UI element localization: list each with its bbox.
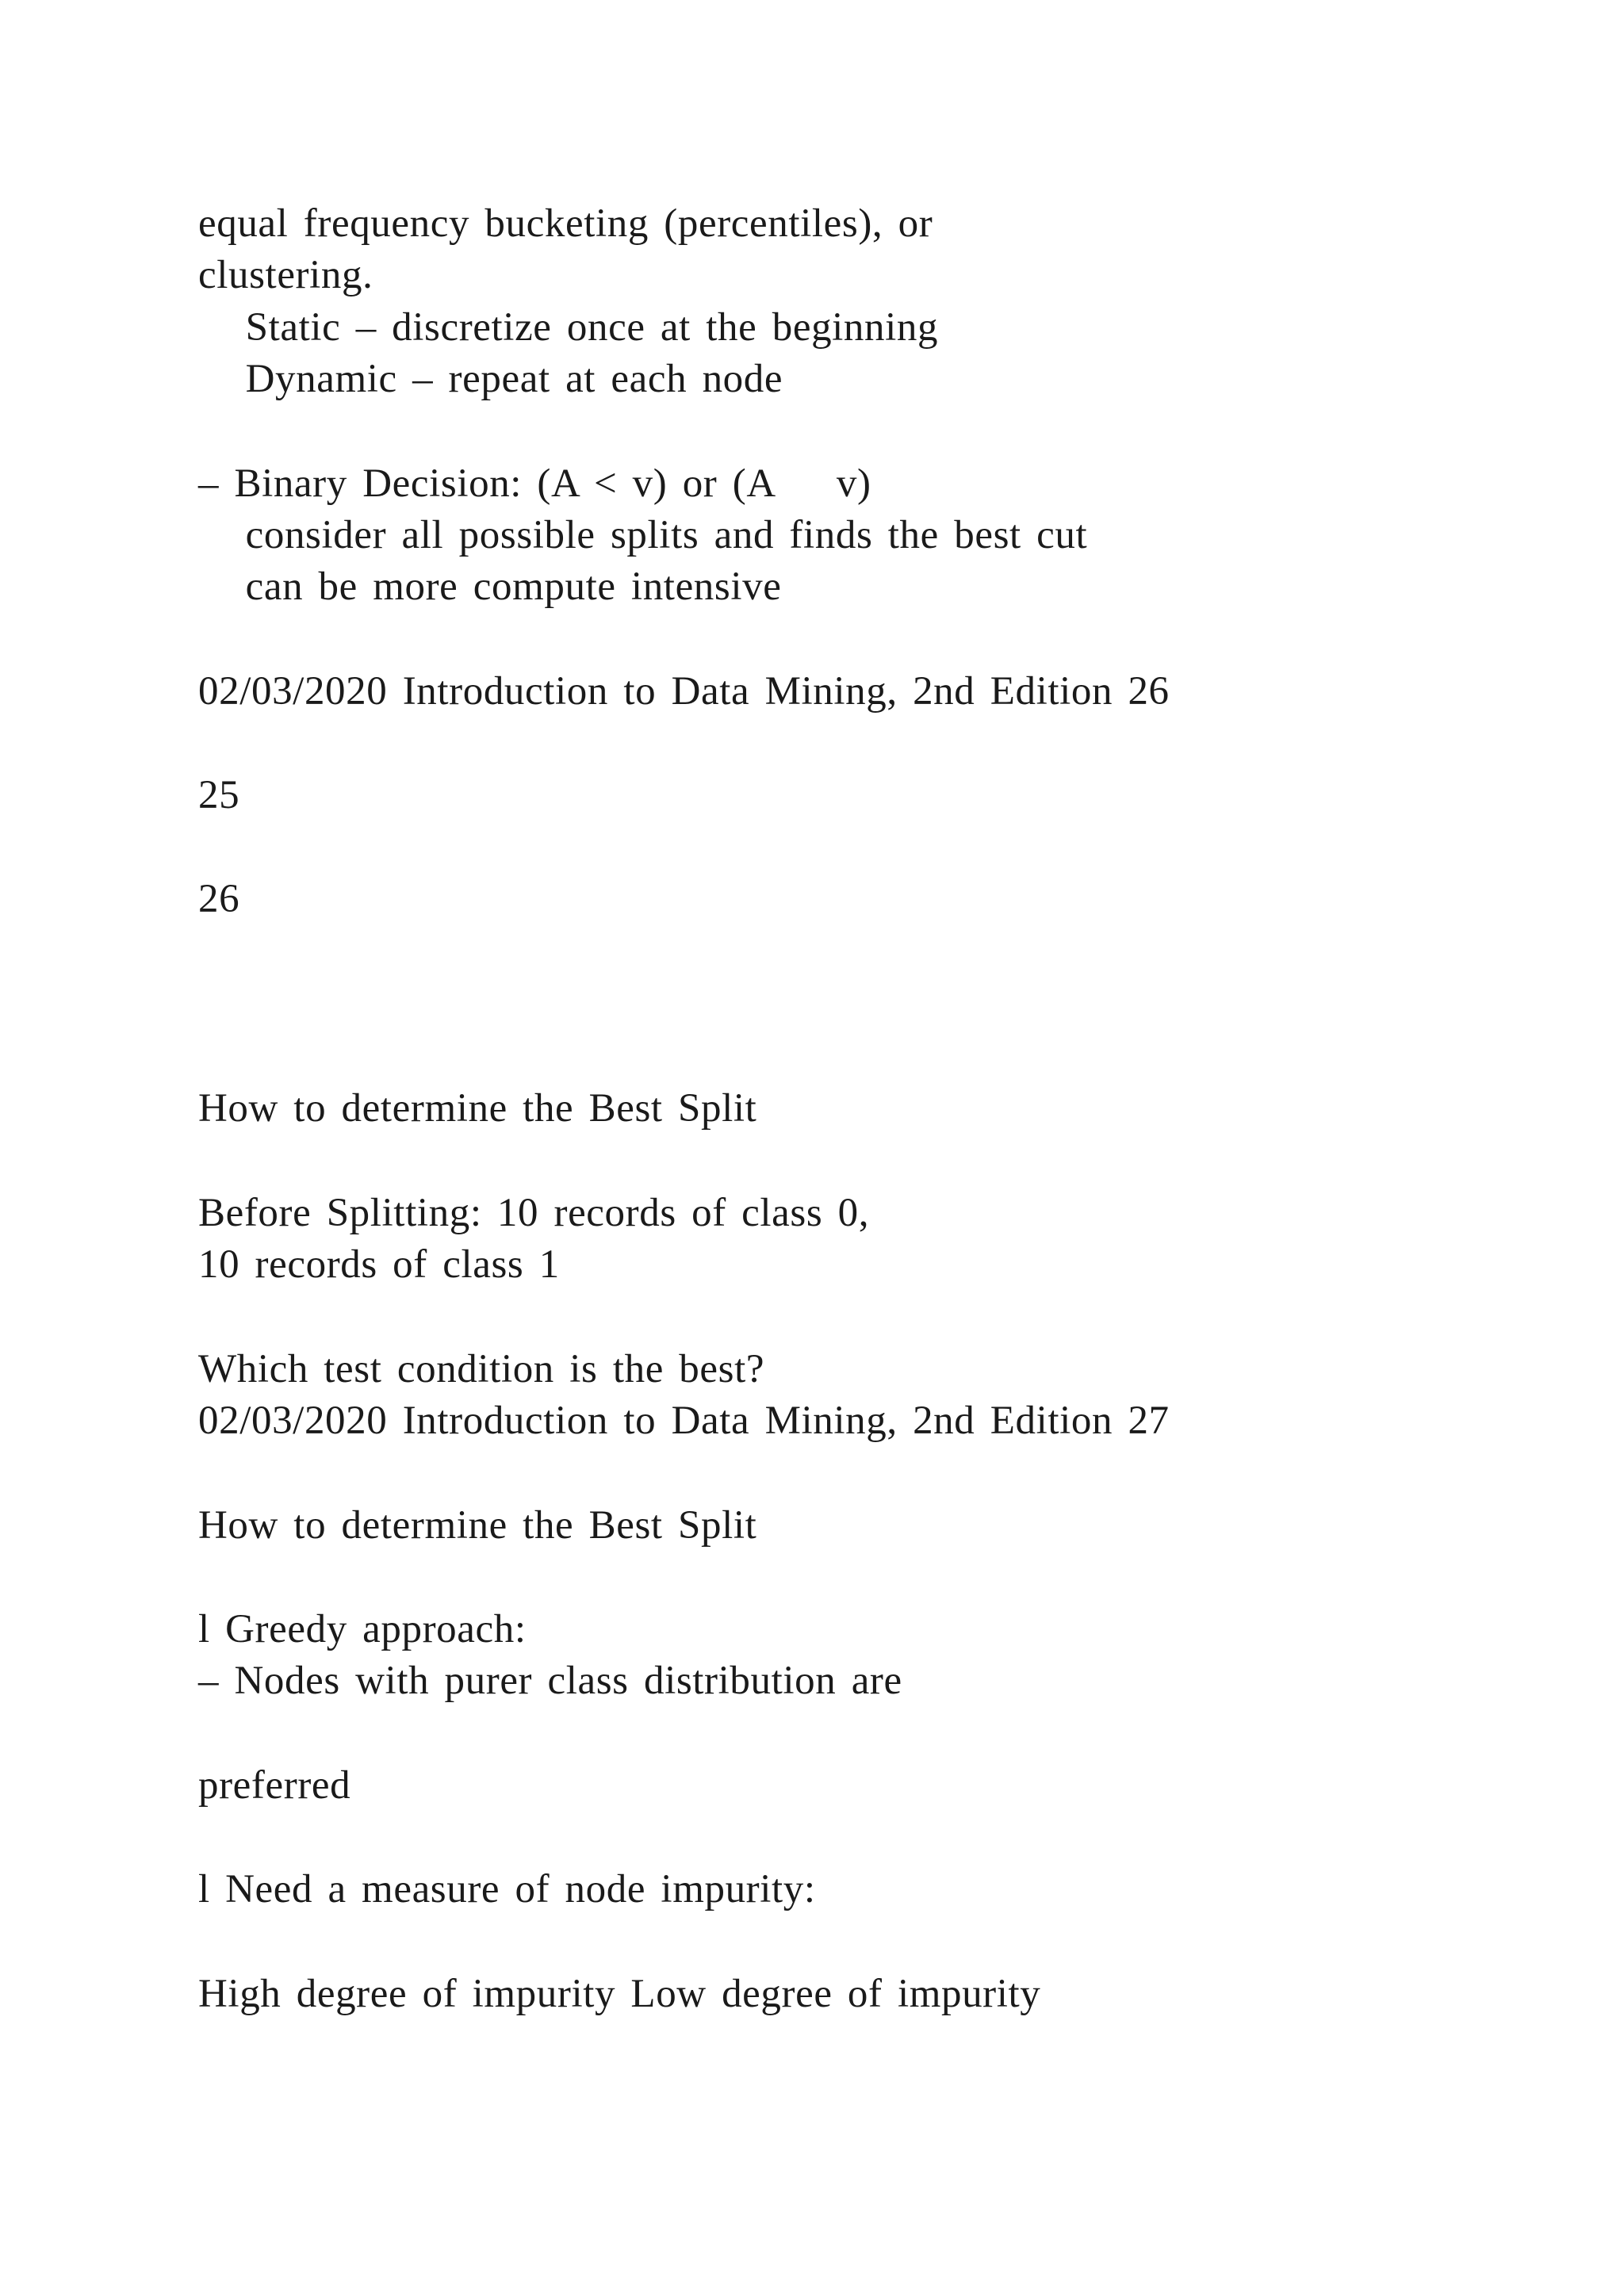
slide-footer: 02/03/2020 Introduction to Data Mining, 2nd Edition 27 (198, 1399, 1170, 1443)
text-line: – Binary Decision: (A < v) or (A v) (198, 461, 855, 506)
slide-footer: 02/03/2020 Introduction to Data Mining, 2nd Edition 26 (198, 669, 1170, 714)
text-line: clustering. (198, 253, 373, 297)
slide-title: How to determine the Best Split (198, 1503, 757, 1548)
text-line: High degree of impurity Low degree of impurity (198, 1972, 1041, 2016)
page-number: 25 (198, 773, 240, 817)
bullet-line: l Need a measure of node impurity: (198, 1867, 816, 1911)
text-line: Before Splitting: 10 records of class 0, (198, 1191, 870, 1235)
bullet-line: can be more compute intensive (198, 564, 765, 609)
text-line: 10 records of class 1 (198, 1242, 560, 1287)
bullet-line: Dynamic – repeat at each node (198, 357, 767, 401)
text-line: – Nodes with purer class distribution are (198, 1659, 902, 1703)
bullet-line: consider all possible splits and finds the best cut (198, 513, 1071, 557)
text-line: Which test condition is the best? (198, 1347, 765, 1391)
bullet-line: l Greedy approach: (198, 1607, 527, 1651)
bullet-line: Static – discretize once at the beginning (198, 305, 922, 350)
slide-title: How to determine the Best Split (198, 1086, 757, 1131)
page-number: 26 (198, 877, 240, 921)
text-line: preferred (198, 1763, 351, 1808)
text-line: equal frequency bucketing (percentiles), or (198, 201, 933, 246)
